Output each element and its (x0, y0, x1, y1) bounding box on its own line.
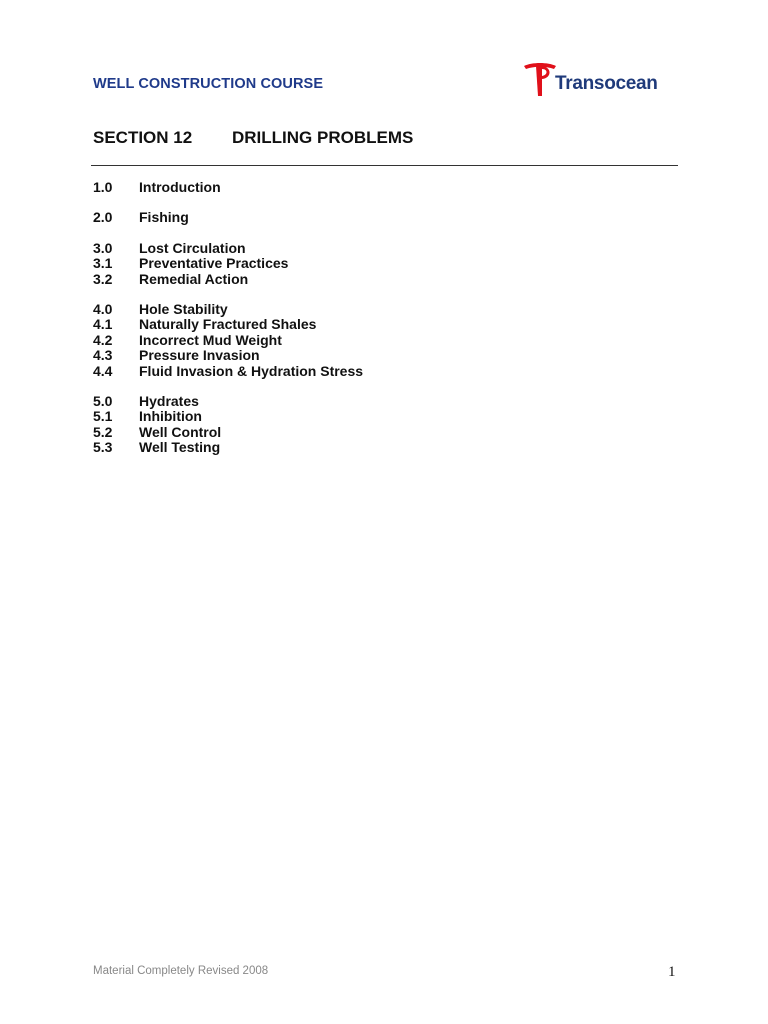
toc-entry (93, 272, 653, 287)
toc-entry (93, 394, 653, 409)
toc-entry-title: Hole Stability (139, 300, 228, 317)
toc-entry-title: Incorrect Mud Weight (139, 331, 282, 348)
toc-entry (93, 256, 653, 271)
toc-entry (93, 425, 653, 440)
toc-entry-number: 5.2 (93, 423, 113, 440)
toc-entry-number: 3.1 (93, 255, 113, 272)
toc-entry-number: 4.0 (93, 300, 113, 317)
toc-group (93, 180, 653, 195)
toc-entry-title: Remedial Action (139, 270, 249, 287)
toc-entry (93, 180, 653, 195)
toc-entry-number: 3.0 (93, 239, 113, 256)
toc-entry-title: Fishing (139, 209, 189, 226)
toc-entry (93, 333, 653, 348)
toc-entry (93, 210, 653, 225)
logo-wordmark: Transocean (555, 73, 658, 94)
section-title: DRILLING PROBLEMS (232, 128, 414, 147)
toc-entry (93, 317, 653, 332)
toc-entry-title: Preventative Practices (139, 255, 289, 272)
toc-entry-number: 1.0 (93, 179, 113, 195)
toc-entry-number: 4.4 (93, 362, 113, 379)
table-of-contents (93, 180, 653, 470)
transocean-logo (522, 60, 682, 100)
toc-entry-title: Lost Circulation (139, 239, 246, 256)
toc-entry-title: Fluid Invasion & Hydration Stress (139, 362, 364, 379)
toc-entry-title: Naturally Fractured Shales (139, 316, 317, 333)
page-number: 1 (668, 964, 676, 980)
toc-entry-number: 5.0 (93, 392, 113, 409)
toc-entry-number: 5.1 (93, 408, 113, 425)
toc-entry-number: 4.1 (93, 316, 113, 333)
toc-entry-number: 4.3 (93, 347, 113, 364)
toc-entry (93, 409, 653, 424)
toc-entry-title: Introduction (139, 179, 221, 195)
toc-group (93, 241, 653, 287)
toc-entry-title: Well Control (139, 423, 222, 440)
toc-entry (93, 348, 653, 363)
toc-entry (93, 241, 653, 256)
toc-group (93, 210, 653, 225)
footer-revision-note: Material Completely Revised 2008 (93, 965, 269, 977)
course-title: WELL CONSTRUCTION COURSE (93, 76, 324, 92)
toc-entry-title: Inhibition (139, 408, 202, 425)
toc-entry (93, 364, 653, 379)
toc-group (93, 302, 653, 379)
toc-entry-number: 5.3 (93, 439, 113, 456)
toc-entry-title: Pressure Invasion (139, 347, 260, 364)
toc-entry-number: 4.2 (93, 331, 113, 348)
toc-entry-title: Well Testing (139, 439, 221, 456)
toc-entry (93, 302, 653, 317)
toc-entry (93, 440, 653, 455)
toc-entry-title: Hydrates (139, 392, 199, 409)
toc-group (93, 394, 653, 456)
section-number: SECTION 12 (93, 128, 193, 147)
toc-entry-number: 2.0 (93, 209, 113, 226)
heading-divider (91, 165, 678, 166)
toc-entry-number: 3.2 (93, 270, 113, 287)
